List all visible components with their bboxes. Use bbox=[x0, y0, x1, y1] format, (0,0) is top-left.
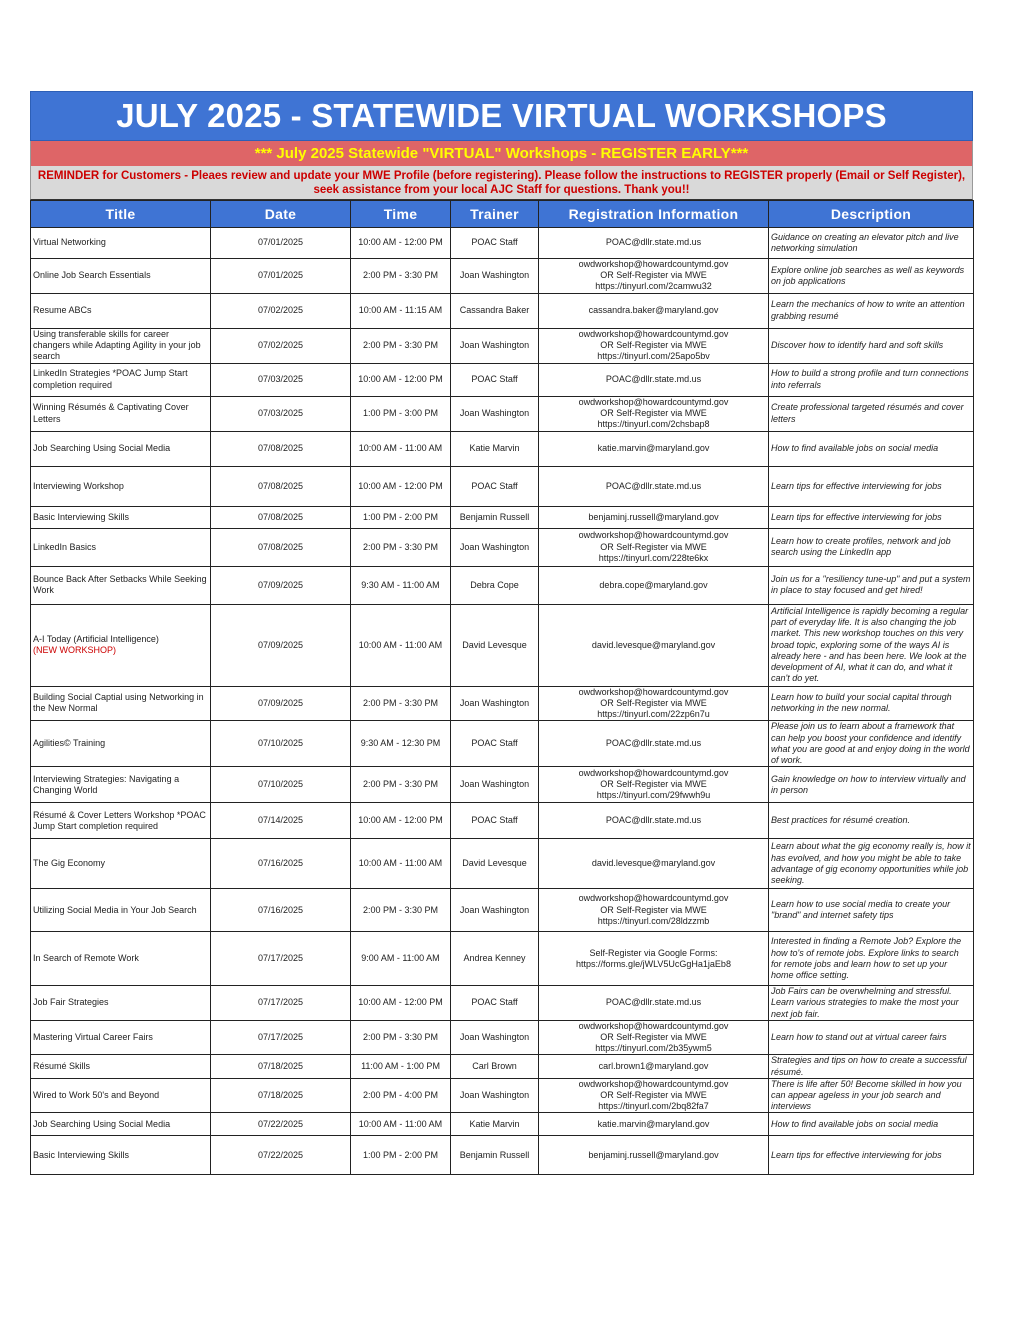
workshop-time: 10:00 AM - 11:15 AM bbox=[351, 293, 451, 328]
workshop-date: 07/08/2025 bbox=[211, 506, 351, 528]
workshop-title-cell bbox=[31, 1113, 211, 1136]
workshop-time: 10:00 AM - 12:00 PM bbox=[351, 986, 451, 1021]
workshop-trainer: Katie Marvin bbox=[451, 1113, 539, 1136]
registration-info bbox=[539, 1078, 769, 1113]
table-row bbox=[31, 839, 974, 889]
workshop-trainer: Joan Washington bbox=[451, 328, 539, 363]
workshop-time: 2:00 PM - 3:30 PM bbox=[351, 767, 451, 803]
workshop-time: 11:00 AM - 1:00 PM bbox=[351, 1055, 451, 1078]
registration-link[interactable]: katie.marvin@maryland.gov bbox=[597, 443, 710, 453]
workshop-time: 1:00 PM - 2:00 PM bbox=[351, 1136, 451, 1175]
workshop-date: 07/03/2025 bbox=[211, 363, 351, 396]
workshop-description: Please join us to learn about a framework that can help you boost your confidence and identify what you are good at and enjoy doing in the world of work. bbox=[769, 721, 974, 767]
workshop-time: 10:00 AM - 12:00 PM bbox=[351, 803, 451, 839]
registration-note: OR Self-Register via MWE bbox=[600, 340, 707, 350]
workshop-title-cell bbox=[31, 767, 211, 803]
new-workshop-tag: (NEW WORKSHOP) bbox=[33, 645, 116, 656]
table-row bbox=[31, 986, 974, 1021]
workshop-title: Winning Résumés & Captivating Cover Letters bbox=[33, 402, 189, 424]
workshop-title-cell bbox=[31, 932, 211, 986]
table-row bbox=[31, 328, 974, 363]
workshop-description: Artificial Intelligence is rapidly becoming a regular part of everyday life. It is also changing the job market. This new workshop touches on this very broad topic, exploring some of the ways AI is already here - and has been here. We look at the development of AI, what it can do, and what it can't do yet. bbox=[769, 604, 974, 686]
registration-link[interactable]: owdworkshop@howardcountymd.gov bbox=[578, 893, 729, 904]
column-header-registration: Registration Information bbox=[539, 201, 769, 228]
registration-link[interactable]: owdworkshop@howardcountymd.gov bbox=[578, 1020, 729, 1031]
registration-link[interactable]: https://tinyurl.com/2bq82fa7 bbox=[598, 1101, 709, 1112]
registration-link[interactable]: POAC@dllr.state.md.us bbox=[605, 997, 702, 1008]
workshop-date: 07/08/2025 bbox=[211, 528, 351, 566]
registration-info bbox=[539, 889, 769, 932]
workshop-description: Learn about what the gig economy really is, how it has evolved, and how you might be able to take advantage of gig economy opportunities while job seeking. bbox=[769, 839, 974, 889]
table-row bbox=[31, 1055, 974, 1078]
workshop-trainer: POAC Staff bbox=[451, 803, 539, 839]
table-row bbox=[31, 889, 974, 932]
workshop-title-cell bbox=[31, 889, 211, 932]
workshop-date: 07/08/2025 bbox=[211, 466, 351, 506]
registration-note: OR Self-Register via MWE bbox=[600, 904, 707, 915]
workshop-date: 07/14/2025 bbox=[211, 803, 351, 839]
registration-link[interactable]: owdworkshop@howardcountymd.gov bbox=[578, 396, 729, 407]
workshop-description: Interested in finding a Remote Job? Explore the how to's of remote jobs. Explore links to search for remote jobs and learn how to set up your home office setting. bbox=[769, 932, 974, 986]
registration-info bbox=[539, 932, 769, 986]
workshop-time: 10:00 AM - 11:00 AM bbox=[351, 839, 451, 889]
table-body bbox=[31, 228, 974, 1175]
registration-info bbox=[539, 293, 769, 328]
workshop-time: 2:00 PM - 3:30 PM bbox=[351, 259, 451, 294]
workshop-title-cell bbox=[31, 1020, 211, 1055]
workshop-trainer: Joan Washington bbox=[451, 1078, 539, 1113]
column-header-title: Title bbox=[31, 201, 211, 228]
registration-info bbox=[539, 686, 769, 721]
workshop-description: Best practices for résumé creation. bbox=[769, 803, 974, 839]
workshop-time: 9:30 AM - 12:30 PM bbox=[351, 721, 451, 767]
registration-info bbox=[539, 1113, 769, 1136]
workshop-trainer: POAC Staff bbox=[451, 466, 539, 506]
workshop-trainer: Cassandra Baker bbox=[451, 293, 539, 328]
workshop-time: 10:00 AM - 11:00 AM bbox=[351, 431, 451, 466]
workshop-trainer: Debra Cope bbox=[451, 566, 539, 604]
workshop-date: 07/17/2025 bbox=[211, 932, 351, 986]
registration-link[interactable]: katie.marvin@maryland.gov bbox=[597, 1118, 710, 1129]
workshop-trainer: Carl Brown bbox=[451, 1055, 539, 1078]
workshop-title: Basic Interviewing Skills bbox=[33, 1149, 130, 1160]
registration-link[interactable]: https://tinyurl.com/2chsbap8 bbox=[597, 419, 710, 430]
registration-link[interactable]: owdworkshop@howardcountymd.gov bbox=[578, 686, 729, 697]
registration-note: OR Self-Register via MWE bbox=[600, 408, 707, 418]
registration-note: OR Self-Register via MWE bbox=[600, 697, 707, 708]
workshop-time: 2:00 PM - 4:00 PM bbox=[351, 1078, 451, 1113]
workshop-title-cell bbox=[31, 293, 211, 328]
customer-reminder bbox=[30, 166, 973, 200]
registration-link[interactable]: david.levesque@maryland.gov bbox=[591, 858, 716, 869]
workshop-title-cell bbox=[31, 566, 211, 604]
workshop-title: Building Social Captial using Networking in the New Normal bbox=[33, 692, 204, 714]
workshop-trainer: David Levesque bbox=[451, 839, 539, 889]
workshop-trainer: Benjamin Russell bbox=[451, 506, 539, 528]
workshop-description: Learn how to create profiles, network and job search using the LinkedIn app bbox=[769, 528, 974, 566]
registration-info bbox=[539, 259, 769, 294]
page-title: JULY 2025 - STATEWIDE VIRTUAL WORKSHOPS bbox=[30, 91, 973, 141]
workshop-title: Basic Interviewing Skills bbox=[33, 511, 130, 522]
table-row bbox=[31, 686, 974, 721]
workshop-description: How to find available jobs on social media bbox=[769, 431, 974, 466]
workshop-title-cell bbox=[31, 803, 211, 839]
workshop-date: 07/09/2025 bbox=[211, 604, 351, 686]
registration-link[interactable]: https://tinyurl.com/228te6kx bbox=[598, 552, 709, 563]
workshop-trainer: Joan Washington bbox=[451, 259, 539, 294]
registration-info bbox=[539, 1020, 769, 1055]
registration-link[interactable]: https://tinyurl.com/25apo5bv bbox=[597, 351, 710, 362]
workshop-time: 2:00 PM - 3:30 PM bbox=[351, 686, 451, 721]
table-row bbox=[31, 528, 974, 566]
workshop-date: 07/10/2025 bbox=[211, 721, 351, 767]
workshop-title: The Gig Economy bbox=[33, 858, 106, 869]
registration-info bbox=[539, 839, 769, 889]
registration-note: OR Self-Register via MWE bbox=[600, 541, 707, 552]
registration-info bbox=[539, 466, 769, 506]
registration-link[interactable]: https://tinyurl.com/29fwwh9u bbox=[596, 790, 711, 801]
table-row bbox=[31, 228, 974, 259]
workshop-trainer: POAC Staff bbox=[451, 363, 539, 396]
workshop-description: Gain knowledge on how to interview virtually and in person bbox=[769, 767, 974, 803]
workshop-title: Agilities© Training bbox=[33, 738, 106, 749]
workshop-trainer: David Levesque bbox=[451, 604, 539, 686]
workshop-date: 07/16/2025 bbox=[211, 889, 351, 932]
workshop-date: 07/17/2025 bbox=[211, 1020, 351, 1055]
workshop-title-cell bbox=[31, 506, 211, 528]
workshop-trainer: Joan Washington bbox=[451, 528, 539, 566]
column-header-trainer: Trainer bbox=[451, 201, 539, 228]
workshop-time: 1:00 PM - 2:00 PM bbox=[351, 506, 451, 528]
workshop-date: 07/16/2025 bbox=[211, 839, 351, 889]
workshop-title: Bounce Back After Setbacks While Seeking Work bbox=[33, 573, 207, 596]
workshop-title: Job Fair Strategies bbox=[33, 997, 109, 1008]
column-header-description: Description bbox=[769, 201, 974, 228]
registration-info bbox=[539, 228, 769, 259]
workshop-title: Interviewing Strategies: Navigating a Changing World bbox=[33, 773, 180, 795]
table-row bbox=[31, 1078, 974, 1113]
workshop-title: Résumé & Cover Letters Workshop *POAC Jump Start completion required bbox=[33, 809, 206, 831]
workshop-schedule-sheet bbox=[30, 91, 973, 1175]
workshop-description: Learn how to stand out at virtual career fairs bbox=[769, 1020, 974, 1055]
workshop-title: Interviewing Workshop bbox=[33, 480, 124, 491]
workshop-title: Using transferable skills for career changers while Adapting Agility in your job search bbox=[33, 328, 201, 362]
workshop-description: How to build a strong profile and turn connections into referrals bbox=[769, 363, 974, 396]
workshop-time: 2:00 PM - 3:30 PM bbox=[351, 528, 451, 566]
registration-note: OR Self-Register via MWE bbox=[600, 270, 707, 281]
registration-info bbox=[539, 986, 769, 1021]
table-row bbox=[31, 396, 974, 431]
registration-info bbox=[539, 528, 769, 566]
workshop-trainer: Joan Washington bbox=[451, 396, 539, 431]
workshop-title-cell bbox=[31, 604, 211, 686]
table-row bbox=[31, 1136, 974, 1175]
workshop-time: 2:00 PM - 3:30 PM bbox=[351, 889, 451, 932]
workshop-date: 07/09/2025 bbox=[211, 566, 351, 604]
workshop-description: Strategies and tips on how to create a successful résumé. bbox=[769, 1055, 974, 1078]
workshop-date: 07/10/2025 bbox=[211, 767, 351, 803]
workshop-description: Join us for a "resiliency tune-up" and put a system in place to stay focused and get hired! bbox=[769, 566, 974, 604]
workshop-title-cell bbox=[31, 1136, 211, 1175]
workshop-title: Online Job Search Essentials bbox=[33, 270, 151, 281]
workshop-time: 10:00 AM - 12:00 PM bbox=[351, 228, 451, 259]
workshop-date: 07/22/2025 bbox=[211, 1113, 351, 1136]
workshop-description: Learn how to build your social capital through networking in the new normal. bbox=[769, 686, 974, 721]
table-row bbox=[31, 932, 974, 986]
workshop-title: Mastering Virtual Career Fairs bbox=[33, 1032, 153, 1043]
workshop-title-cell bbox=[31, 228, 211, 259]
workshop-description: Explore online job searches as well as keywords on job applications bbox=[769, 259, 974, 294]
workshop-time: 10:00 AM - 12:00 PM bbox=[351, 466, 451, 506]
workshop-time: 9:30 AM - 11:00 AM bbox=[351, 566, 451, 604]
table-row bbox=[31, 721, 974, 767]
workshop-date: 07/22/2025 bbox=[211, 1136, 351, 1175]
registration-info bbox=[539, 566, 769, 604]
registration-info bbox=[539, 506, 769, 528]
column-header-date: Date bbox=[211, 201, 351, 228]
workshop-date: 07/08/2025 bbox=[211, 431, 351, 466]
workshop-title: LinkedIn Basics bbox=[33, 541, 97, 552]
workshop-time: 10:00 AM - 11:00 AM bbox=[351, 604, 451, 686]
registration-link[interactable]: benjaminj.russell@maryland.gov bbox=[588, 1149, 719, 1160]
workshop-title: LinkedIn Strategies *POAC Jump Start completion required bbox=[33, 368, 188, 390]
registration-link[interactable]: cassandra.baker@maryland.gov bbox=[588, 305, 719, 315]
workshop-title-cell bbox=[31, 363, 211, 396]
workshop-trainer: POAC Staff bbox=[451, 721, 539, 767]
reminder-line-1: REMINDER for Customers - Pleaes review and update your MWE Profile (before registering). Please follow the instructions to REGISTER properly (Email or Self Register), bbox=[37, 170, 966, 182]
registration-info bbox=[539, 363, 769, 396]
registration-link[interactable]: POAC@dllr.state.md.us bbox=[605, 815, 702, 826]
registration-link[interactable]: https://tinyurl.com/2camwu32 bbox=[595, 281, 712, 292]
registration-link[interactable]: POAC@dllr.state.md.us bbox=[605, 480, 702, 491]
registration-link[interactable]: https://tinyurl.com/22zp6n7u bbox=[597, 709, 710, 720]
workshop-date: 07/17/2025 bbox=[211, 986, 351, 1021]
workshop-trainer: Joan Washington bbox=[451, 889, 539, 932]
workshop-description: Guidance on creating an elevator pitch and live networking simulation bbox=[769, 228, 974, 259]
registration-note: OR Self-Register via MWE bbox=[600, 1090, 707, 1101]
workshop-trainer: Andrea Kenney bbox=[451, 932, 539, 986]
registration-note: Self-Register via Google Forms: bbox=[589, 947, 718, 958]
workshop-time: 1:00 PM - 3:00 PM bbox=[351, 396, 451, 431]
workshop-trainer: Katie Marvin bbox=[451, 431, 539, 466]
table-row bbox=[31, 466, 974, 506]
registration-info bbox=[539, 328, 769, 363]
workshop-title: Utilizing Social Media in Your Job Search bbox=[33, 904, 197, 915]
registration-note: OR Self-Register via MWE bbox=[600, 1032, 707, 1043]
workshop-description: Learn tips for effective interviewing for jobs bbox=[769, 1136, 974, 1175]
registration-link[interactable]: https://tinyurl.com/2b35ywm5 bbox=[595, 1043, 712, 1054]
workshop-table bbox=[30, 200, 974, 1175]
registration-info bbox=[539, 604, 769, 686]
registration-info bbox=[539, 396, 769, 431]
register-early-banner: *** July 2025 Statewide "VIRTUAL" Workshops - REGISTER EARLY*** bbox=[30, 141, 973, 166]
workshop-title-cell bbox=[31, 721, 211, 767]
workshop-description: Create professional targeted résumés and cover letters bbox=[769, 396, 974, 431]
workshop-date: 07/09/2025 bbox=[211, 686, 351, 721]
workshop-trainer: Benjamin Russell bbox=[451, 1136, 539, 1175]
workshop-date: 07/02/2025 bbox=[211, 293, 351, 328]
workshop-title: In Search of Remote Work bbox=[33, 953, 139, 964]
workshop-title-cell bbox=[31, 986, 211, 1021]
workshop-date: 07/02/2025 bbox=[211, 328, 351, 363]
registration-info bbox=[539, 721, 769, 767]
table-row bbox=[31, 566, 974, 604]
workshop-title-cell bbox=[31, 466, 211, 506]
table-row bbox=[31, 293, 974, 328]
workshop-title-cell bbox=[31, 839, 211, 889]
workshop-title-cell bbox=[31, 259, 211, 294]
workshop-time: 2:00 PM - 3:30 PM bbox=[351, 328, 451, 363]
column-header-time: Time bbox=[351, 201, 451, 228]
workshop-date: 07/03/2025 bbox=[211, 396, 351, 431]
workshop-title: Virtual Networking bbox=[33, 237, 106, 248]
workshop-trainer: Joan Washington bbox=[451, 686, 539, 721]
workshop-title: Resume ABCs bbox=[33, 305, 92, 315]
table-row bbox=[31, 604, 974, 686]
table-row bbox=[31, 803, 974, 839]
workshop-trainer: POAC Staff bbox=[451, 986, 539, 1021]
registration-info bbox=[539, 803, 769, 839]
workshop-title: Wired to Work 50's and Beyond bbox=[33, 1090, 160, 1101]
workshop-time: 10:00 AM - 11:00 AM bbox=[351, 1113, 451, 1136]
workshop-title-cell bbox=[31, 396, 211, 431]
table-row bbox=[31, 363, 974, 396]
workshop-description: Learn tips for effective interviewing for jobs bbox=[769, 466, 974, 506]
registration-info bbox=[539, 767, 769, 803]
table-row bbox=[31, 431, 974, 466]
workshop-description: How to find available jobs on social media bbox=[769, 1113, 974, 1136]
table-row bbox=[31, 767, 974, 803]
registration-link[interactable]: owdworkshop@howardcountymd.gov bbox=[578, 767, 729, 778]
registration-link[interactable]: https://forms.gle/jWLV5UcGgHa1jaEb8 bbox=[576, 958, 731, 969]
workshop-description: Job Fairs can be overwhelming and stressful. Learn various strategies to make the most your next job fair. bbox=[769, 986, 974, 1021]
registration-info bbox=[539, 1136, 769, 1175]
workshop-title-cell bbox=[31, 1078, 211, 1113]
registration-link[interactable]: benjaminj.russell@maryland.gov bbox=[588, 511, 719, 522]
workshop-trainer: POAC Staff bbox=[451, 228, 539, 259]
workshop-title-cell bbox=[31, 431, 211, 466]
workshop-description: There is life after 50! Become skilled in how you can appear ageless in your job search and interviews bbox=[769, 1078, 974, 1113]
workshop-description: Learn tips for effective interviewing for jobs bbox=[769, 506, 974, 528]
registration-link[interactable]: owdworkshop@howardcountymd.gov bbox=[578, 530, 729, 541]
reminder-line-2: seek assistance from your local AJC Staff for questions. Thank you!! bbox=[313, 184, 690, 196]
workshop-title: Job Searching Using Social Media bbox=[33, 443, 171, 453]
registration-link[interactable]: POAC@dllr.state.md.us bbox=[605, 237, 702, 248]
table-row bbox=[31, 1020, 974, 1055]
table-header-row bbox=[31, 201, 974, 228]
workshop-description: Learn the mechanics of how to write an attention grabbing resumé bbox=[769, 293, 974, 328]
registration-note: OR Self-Register via MWE bbox=[600, 779, 707, 790]
workshop-date: 07/01/2025 bbox=[211, 259, 351, 294]
workshop-description: Discover how to identify hard and soft skills bbox=[769, 328, 974, 363]
registration-info bbox=[539, 1055, 769, 1078]
workshop-trainer: Joan Washington bbox=[451, 767, 539, 803]
table-row bbox=[31, 259, 974, 294]
registration-link[interactable]: https://tinyurl.com/28ldzzmb bbox=[597, 915, 710, 926]
table-row bbox=[31, 1113, 974, 1136]
registration-link[interactable]: debra.cope@maryland.gov bbox=[599, 579, 708, 590]
table-row bbox=[31, 506, 974, 528]
workshop-title: Résumé Skills bbox=[33, 1061, 91, 1072]
registration-link[interactable]: POAC@dllr.state.md.us bbox=[605, 374, 702, 384]
registration-link[interactable]: carl.brown1@maryland.gov bbox=[598, 1061, 709, 1072]
workshop-title: Job Searching Using Social Media bbox=[33, 1118, 171, 1129]
workshop-time: 10:00 AM - 12:00 PM bbox=[351, 363, 451, 396]
workshop-title-cell bbox=[31, 528, 211, 566]
workshop-date: 07/01/2025 bbox=[211, 228, 351, 259]
workshop-date: 07/18/2025 bbox=[211, 1078, 351, 1113]
registration-link[interactable]: owdworkshop@howardcountymd.gov bbox=[578, 1078, 729, 1089]
registration-info bbox=[539, 431, 769, 466]
workshop-description: Learn how to use social media to create your "brand" and internet safety tips bbox=[769, 889, 974, 932]
workshop-trainer: Joan Washington bbox=[451, 1020, 539, 1055]
workshop-title-cell bbox=[31, 328, 211, 363]
registration-link[interactable]: owdworkshop@howardcountymd.gov bbox=[578, 328, 729, 339]
registration-link[interactable]: owdworkshop@howardcountymd.gov bbox=[578, 259, 729, 269]
workshop-title-cell bbox=[31, 686, 211, 721]
workshop-time: 2:00 PM - 3:30 PM bbox=[351, 1020, 451, 1055]
registration-link[interactable]: POAC@dllr.state.md.us bbox=[605, 738, 702, 749]
workshop-title-cell bbox=[31, 1055, 211, 1078]
registration-link[interactable]: david.levesque@maryland.gov bbox=[591, 639, 716, 650]
workshop-title: A-I Today (Artificial Intelligence) bbox=[33, 633, 159, 644]
workshop-date: 07/18/2025 bbox=[211, 1055, 351, 1078]
workshop-time: 9:00 AM - 11:00 AM bbox=[351, 932, 451, 986]
